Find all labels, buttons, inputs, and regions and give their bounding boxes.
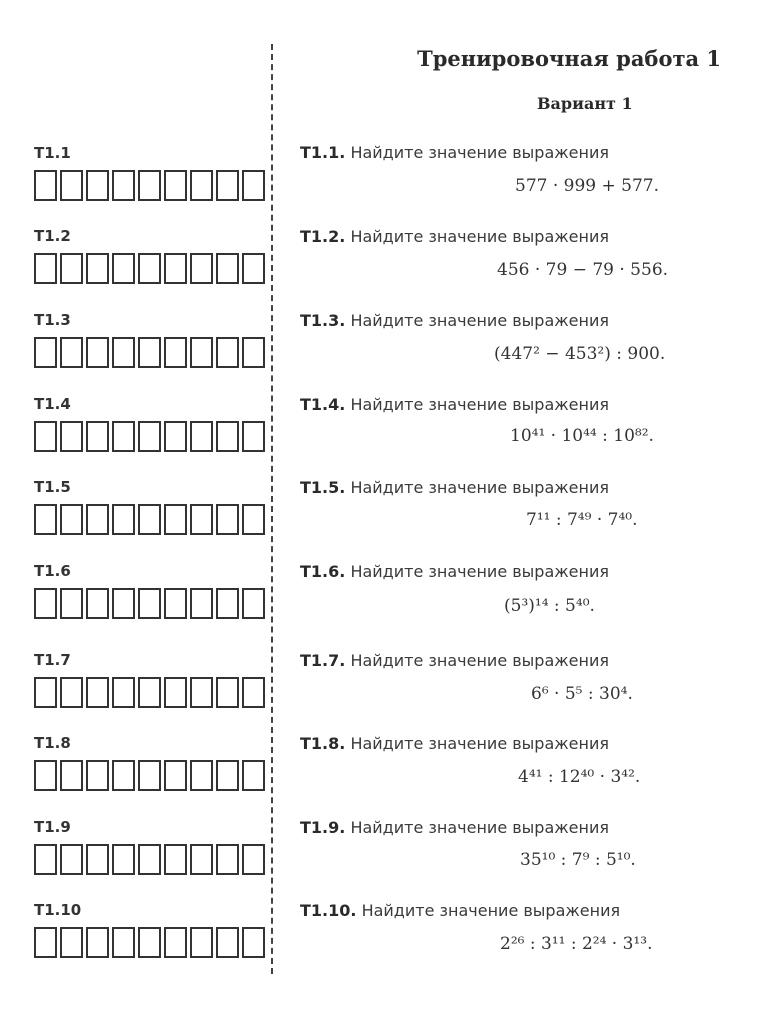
- answer-cell[interactable]: [242, 927, 265, 958]
- answer-cell[interactable]: [164, 337, 187, 368]
- answer-cell[interactable]: [138, 844, 161, 875]
- answer-cell[interactable]: [60, 588, 83, 619]
- page-title: Тренировочная работа 1: [417, 46, 721, 71]
- task-5: [300, 477, 740, 499]
- answer-cell[interactable]: [242, 337, 265, 368]
- answer-cell[interactable]: [138, 677, 161, 708]
- answer-cell[interactable]: [190, 421, 213, 452]
- task-text: Найдите значение выражения: [350, 562, 610, 581]
- answer-cell[interactable]: [242, 677, 265, 708]
- task-text: Найдите значение выражения: [361, 901, 621, 920]
- answer-label: T1.3: [34, 311, 71, 329]
- answer-cell[interactable]: [60, 927, 83, 958]
- task-expression: 10⁴¹ · 10⁴⁴ : 10⁸².: [510, 426, 654, 446]
- task-expression: 2²⁶ : 3¹¹ : 2²⁴ · 3¹³.: [500, 934, 653, 954]
- task-text: Найдите значение выражения: [350, 734, 610, 753]
- answer-cell[interactable]: [138, 760, 161, 791]
- answer-cell[interactable]: [242, 760, 265, 791]
- answer-cell[interactable]: [60, 504, 83, 535]
- task-9: [300, 817, 740, 839]
- answer-cell[interactable]: [242, 588, 265, 619]
- task-8: [300, 733, 740, 755]
- answer-cells[interactable]: [34, 170, 268, 201]
- answer-cells[interactable]: [34, 844, 268, 875]
- answer-cell[interactable]: [164, 253, 187, 284]
- answer-cell[interactable]: [216, 421, 239, 452]
- answer-block-3: [34, 310, 268, 368]
- task-expression: 577 · 999 + 577.: [515, 176, 660, 196]
- answer-label: T1.9: [34, 818, 71, 836]
- task-expression: 4⁴¹ : 12⁴⁰ · 3⁴².: [518, 767, 641, 787]
- answer-cell[interactable]: [112, 504, 135, 535]
- answer-cell[interactable]: [60, 844, 83, 875]
- answer-cell[interactable]: [112, 677, 135, 708]
- answer-label: T1.8: [34, 734, 71, 752]
- answer-cell[interactable]: [60, 337, 83, 368]
- answer-cell[interactable]: [60, 677, 83, 708]
- task-number: T1.10.: [300, 901, 357, 920]
- answer-block-1: [34, 143, 268, 201]
- task-text: Найдите значение выражения: [350, 311, 610, 330]
- task-4: [300, 394, 740, 416]
- answer-block-8: [34, 733, 268, 791]
- task-expression: 7¹¹ : 7⁴⁹ · 7⁴⁰.: [526, 510, 638, 530]
- answer-label: T1.10: [34, 901, 82, 919]
- answer-cell[interactable]: [138, 927, 161, 958]
- answer-cell[interactable]: [86, 588, 109, 619]
- answer-block-4: [34, 394, 268, 452]
- answer-cell[interactable]: [190, 760, 213, 791]
- answer-cell[interactable]: [164, 927, 187, 958]
- answer-cell[interactable]: [112, 421, 135, 452]
- task-number: T1.1.: [300, 143, 346, 162]
- answer-cell[interactable]: [138, 504, 161, 535]
- task-number: T1.9.: [300, 818, 346, 837]
- answer-cell[interactable]: [86, 421, 109, 452]
- answer-cell[interactable]: [190, 337, 213, 368]
- answer-cell[interactable]: [86, 504, 109, 535]
- answer-cell[interactable]: [138, 588, 161, 619]
- answer-cell[interactable]: [216, 588, 239, 619]
- answer-cell[interactable]: [190, 253, 213, 284]
- answer-cells[interactable]: [34, 760, 268, 791]
- cut-line-divider: [271, 44, 273, 974]
- answer-cell[interactable]: [164, 844, 187, 875]
- answer-block-2: [34, 226, 268, 284]
- answer-cell[interactable]: [34, 760, 57, 791]
- answer-cell[interactable]: [138, 421, 161, 452]
- answer-block-9: [34, 817, 268, 875]
- answer-cell[interactable]: [34, 504, 57, 535]
- answer-cell[interactable]: [216, 760, 239, 791]
- task-expression: 35¹⁰ : 7⁹ : 5¹⁰.: [520, 850, 636, 870]
- task-expression: 6⁶ · 5⁵ : 30⁴.: [531, 684, 633, 704]
- task-7: [300, 650, 740, 672]
- answer-cell[interactable]: [34, 844, 57, 875]
- answer-cell[interactable]: [190, 504, 213, 535]
- answer-block-10: [34, 900, 268, 958]
- answer-label: T1.4: [34, 395, 71, 413]
- task-text: Найдите значение выражения: [350, 818, 610, 837]
- answer-cell[interactable]: [190, 677, 213, 708]
- answer-cells[interactable]: [34, 337, 268, 368]
- answer-cell[interactable]: [190, 844, 213, 875]
- answer-cell[interactable]: [112, 337, 135, 368]
- answer-cells[interactable]: [34, 504, 268, 535]
- answer-cell[interactable]: [190, 927, 213, 958]
- answer-cell[interactable]: [34, 170, 57, 201]
- answer-cells[interactable]: [34, 927, 268, 958]
- answer-cell[interactable]: [242, 504, 265, 535]
- answer-cell[interactable]: [242, 253, 265, 284]
- answer-cell[interactable]: [112, 844, 135, 875]
- answer-cell[interactable]: [34, 421, 57, 452]
- answer-cell[interactable]: [86, 927, 109, 958]
- task-number: T1.7.: [300, 651, 346, 670]
- task-number: T1.4.: [300, 395, 346, 414]
- answer-cell[interactable]: [86, 337, 109, 368]
- task-1: [300, 142, 740, 164]
- answer-label: T1.5: [34, 478, 71, 496]
- answer-cell[interactable]: [216, 844, 239, 875]
- task-number: T1.5.: [300, 478, 346, 497]
- answer-cell[interactable]: [86, 170, 109, 201]
- answer-label: T1.7: [34, 651, 71, 669]
- task-number: T1.3.: [300, 311, 346, 330]
- answer-cell[interactable]: [216, 253, 239, 284]
- task-text: Найдите значение выражения: [350, 227, 610, 246]
- answer-cell[interactable]: [164, 760, 187, 791]
- answer-cell[interactable]: [60, 170, 83, 201]
- task-number: T1.6.: [300, 562, 346, 581]
- answer-cell[interactable]: [34, 588, 57, 619]
- answer-cell[interactable]: [216, 677, 239, 708]
- answer-cell[interactable]: [34, 337, 57, 368]
- answer-cells[interactable]: [34, 677, 268, 708]
- task-expression: (5³)¹⁴ : 5⁴⁰.: [504, 596, 595, 616]
- answer-cell[interactable]: [216, 927, 239, 958]
- task-expression: 456 · 79 − 79 · 556.: [497, 260, 669, 280]
- answer-cell[interactable]: [86, 253, 109, 284]
- answer-block-5: [34, 477, 268, 535]
- answer-cell[interactable]: [242, 844, 265, 875]
- task-6: [300, 561, 740, 583]
- answer-block-7: [34, 650, 268, 708]
- answer-cell[interactable]: [164, 588, 187, 619]
- answer-cell[interactable]: [86, 677, 109, 708]
- answer-cell[interactable]: [112, 170, 135, 201]
- answer-cell[interactable]: [164, 421, 187, 452]
- answer-cells[interactable]: [34, 421, 268, 452]
- answer-cell[interactable]: [112, 927, 135, 958]
- answer-label: T1.1: [34, 144, 71, 162]
- task-text: Найдите значение выражения: [350, 395, 610, 414]
- task-3: [300, 310, 740, 332]
- answer-cell[interactable]: [34, 677, 57, 708]
- answer-cell[interactable]: [86, 844, 109, 875]
- answer-cell[interactable]: [216, 170, 239, 201]
- task-text: Найдите значение выражения: [350, 478, 610, 497]
- answer-cell[interactable]: [216, 337, 239, 368]
- answer-cell[interactable]: [242, 421, 265, 452]
- answer-cell[interactable]: [164, 504, 187, 535]
- answer-block-6: [34, 561, 268, 619]
- answer-cell[interactable]: [190, 588, 213, 619]
- answer-cell[interactable]: [112, 253, 135, 284]
- answer-cell[interactable]: [138, 253, 161, 284]
- answer-cell[interactable]: [112, 760, 135, 791]
- answer-cell[interactable]: [138, 337, 161, 368]
- answer-cells[interactable]: [34, 588, 268, 619]
- answer-cell[interactable]: [216, 504, 239, 535]
- task-number: T1.2.: [300, 227, 346, 246]
- task-expression: (447² − 453²) : 900.: [494, 344, 666, 364]
- variant-label: Вариант 1: [537, 94, 633, 113]
- answer-label: T1.6: [34, 562, 71, 580]
- answer-cell[interactable]: [60, 760, 83, 791]
- answer-cell[interactable]: [242, 170, 265, 201]
- answer-cell[interactable]: [34, 927, 57, 958]
- answer-cell[interactable]: [138, 170, 161, 201]
- task-number: T1.8.: [300, 734, 346, 753]
- answer-cells[interactable]: [34, 253, 268, 284]
- answer-cell[interactable]: [60, 253, 83, 284]
- answer-cell[interactable]: [112, 588, 135, 619]
- task-text: Найдите значение выражения: [350, 651, 610, 670]
- task-2: [300, 226, 740, 248]
- answer-cell[interactable]: [86, 760, 109, 791]
- answer-cell[interactable]: [34, 253, 57, 284]
- answer-cell[interactable]: [164, 170, 187, 201]
- task-10: [300, 900, 740, 922]
- answer-cell[interactable]: [60, 421, 83, 452]
- answer-cell[interactable]: [164, 677, 187, 708]
- task-text: Найдите значение выражения: [350, 143, 610, 162]
- answer-label: T1.2: [34, 227, 71, 245]
- answer-cell[interactable]: [190, 170, 213, 201]
